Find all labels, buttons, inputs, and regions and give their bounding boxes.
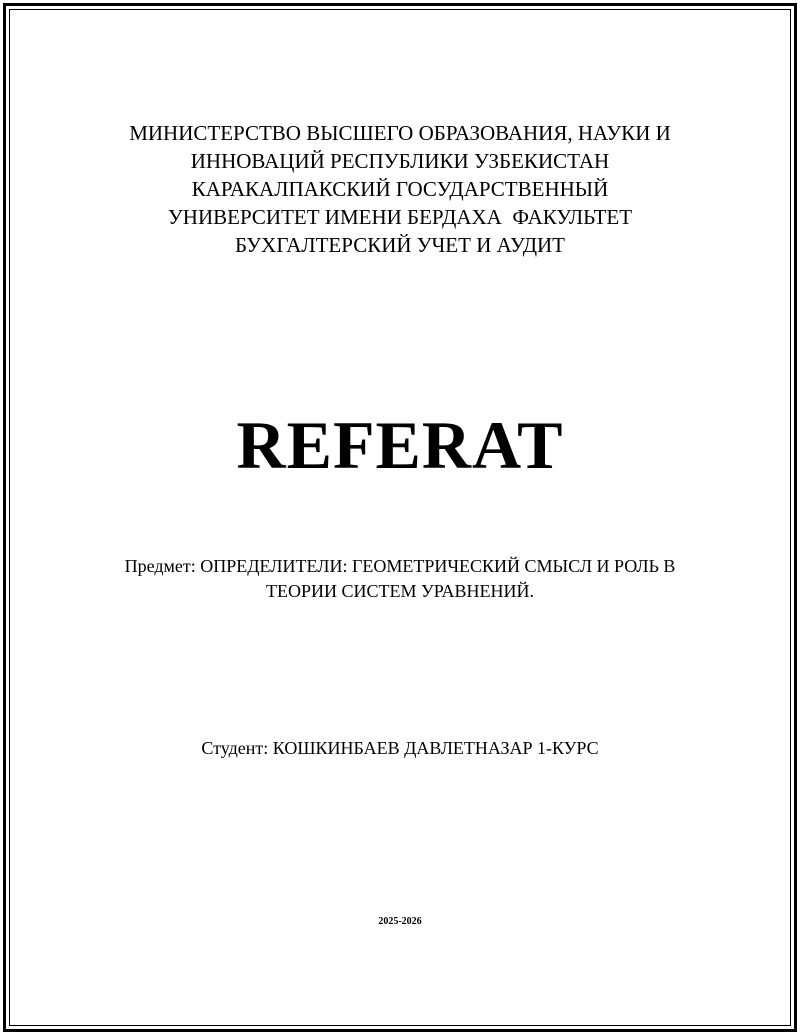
subject-line: ТЕОРИИ СИСТЕМ УРАВНЕНИЙ. <box>266 581 534 601</box>
institution-line: ИННОВАЦИЙ РЕСПУБЛИКИ УЗБЕКИСТАН <box>190 149 610 173</box>
academic-year: 2025-2026 <box>378 916 422 927</box>
institution-header <box>0 119 800 259</box>
institution-line: КАРАКАЛПАКСКИЙ ГОСУДАРСТВЕННЫЙ <box>191 177 609 201</box>
subject-block <box>0 554 800 604</box>
subject-line: Предмет: ОПРЕДЕЛИТЕЛИ: ГЕОМЕТРИЧЕСКИЙ СМЫСЛ И РОЛЬ В <box>124 556 676 576</box>
institution-line: МИНИСТЕРСТВО ВЫСШЕГО ОБРАЗОВАНИЯ, НАУКИ И <box>129 121 671 145</box>
institution-line: УНИВЕРСИТЕТ ИМЕНИ БЕРДАХА ФАКУЛЬТЕТ <box>167 205 633 229</box>
document-title: REFERAT <box>236 407 564 483</box>
student-info: Студент: КОШКИНБАЕВ ДАВЛЕТНАЗАР 1-КУРС <box>201 738 599 758</box>
institution-line: БУХГАЛТЕРСКИЙ УЧЕТ И АУДИТ <box>234 233 566 257</box>
